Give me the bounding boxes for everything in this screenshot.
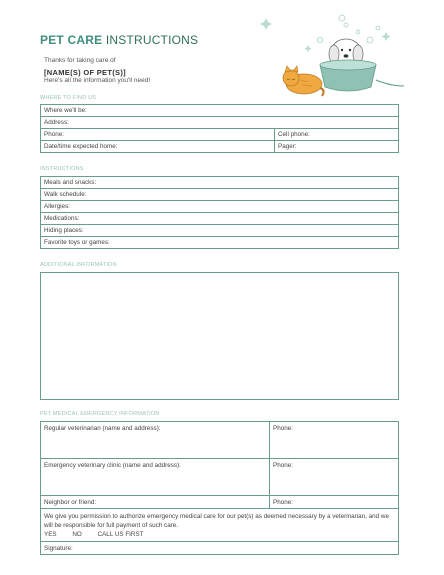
title-bold: PET CARE	[40, 33, 103, 47]
cat-icon	[283, 66, 324, 96]
instruction-row[interactable]: Walk schedule:	[41, 189, 399, 201]
where-table	[40, 104, 399, 153]
cell-phone-field[interactable]: Cell phone:	[275, 129, 399, 141]
phone-field[interactable]: Phone:	[41, 129, 275, 141]
tub-icon	[320, 60, 404, 91]
section-label-medical: PET MEDICAL EMERGENCY INFORMATION	[40, 411, 160, 417]
additional-info-box[interactable]	[40, 272, 399, 400]
clinic-phone-field[interactable]: Phone:	[270, 459, 399, 496]
medical-table	[40, 421, 399, 555]
section-label-additional: ADDITIONAL INFORMATION	[40, 262, 117, 268]
neighbor-phone-field[interactable]: Phone:	[270, 496, 399, 509]
where-field[interactable]: Where we'll be:	[41, 105, 399, 117]
pager-field[interactable]: Pager:	[275, 141, 399, 153]
permission-options	[44, 530, 395, 539]
pet-bath-illustration	[258, 10, 408, 100]
clinic-field[interactable]: Emergency veterinary clinic (name and address):	[41, 459, 270, 496]
sparkle-icon	[260, 18, 391, 52]
title-light: INSTRUCTIONS	[105, 33, 199, 47]
instructions-table	[40, 176, 399, 249]
instruction-row[interactable]: Medications:	[41, 213, 399, 225]
datetime-field[interactable]: Date/time expected home:	[41, 141, 275, 153]
vet-phone-field[interactable]: Phone:	[270, 422, 399, 459]
permission-text: We give you permission to authorize emergency medical care for our pet(s) as deemed necessary by a veterinarian, and we will be responsible for full payment of such care.	[44, 513, 389, 529]
permission-block	[41, 509, 399, 542]
option-yes[interactable]: YES	[44, 531, 57, 538]
page-title	[40, 33, 198, 47]
option-call-first[interactable]: CALL US FIRST	[97, 531, 144, 538]
address-field[interactable]: Address:	[41, 117, 399, 129]
thanks-line: Thanks for taking care of	[44, 57, 116, 64]
option-no[interactable]: NO	[72, 531, 82, 538]
pet-names-field[interactable]: [NAME(S) OF PET(S)]	[44, 68, 126, 77]
signature-field[interactable]: Signature:	[41, 542, 399, 555]
instruction-row[interactable]: Hiding places:	[41, 225, 399, 237]
instruction-row[interactable]: Favorite toys or games:	[41, 237, 399, 249]
vet-field[interactable]: Regular veterinarian (name and address):	[41, 422, 270, 459]
neighbor-field[interactable]: Neighbor or friend:	[41, 496, 270, 509]
instruction-row[interactable]: Allergies:	[41, 201, 399, 213]
instruction-row[interactable]: Meals and snacks:	[41, 177, 399, 189]
info-line: Here's all the information you'll need!	[44, 77, 151, 84]
section-label-instructions: INSTRUCTIONS	[40, 166, 84, 172]
section-label-where: WHERE TO FIND US	[40, 95, 97, 101]
